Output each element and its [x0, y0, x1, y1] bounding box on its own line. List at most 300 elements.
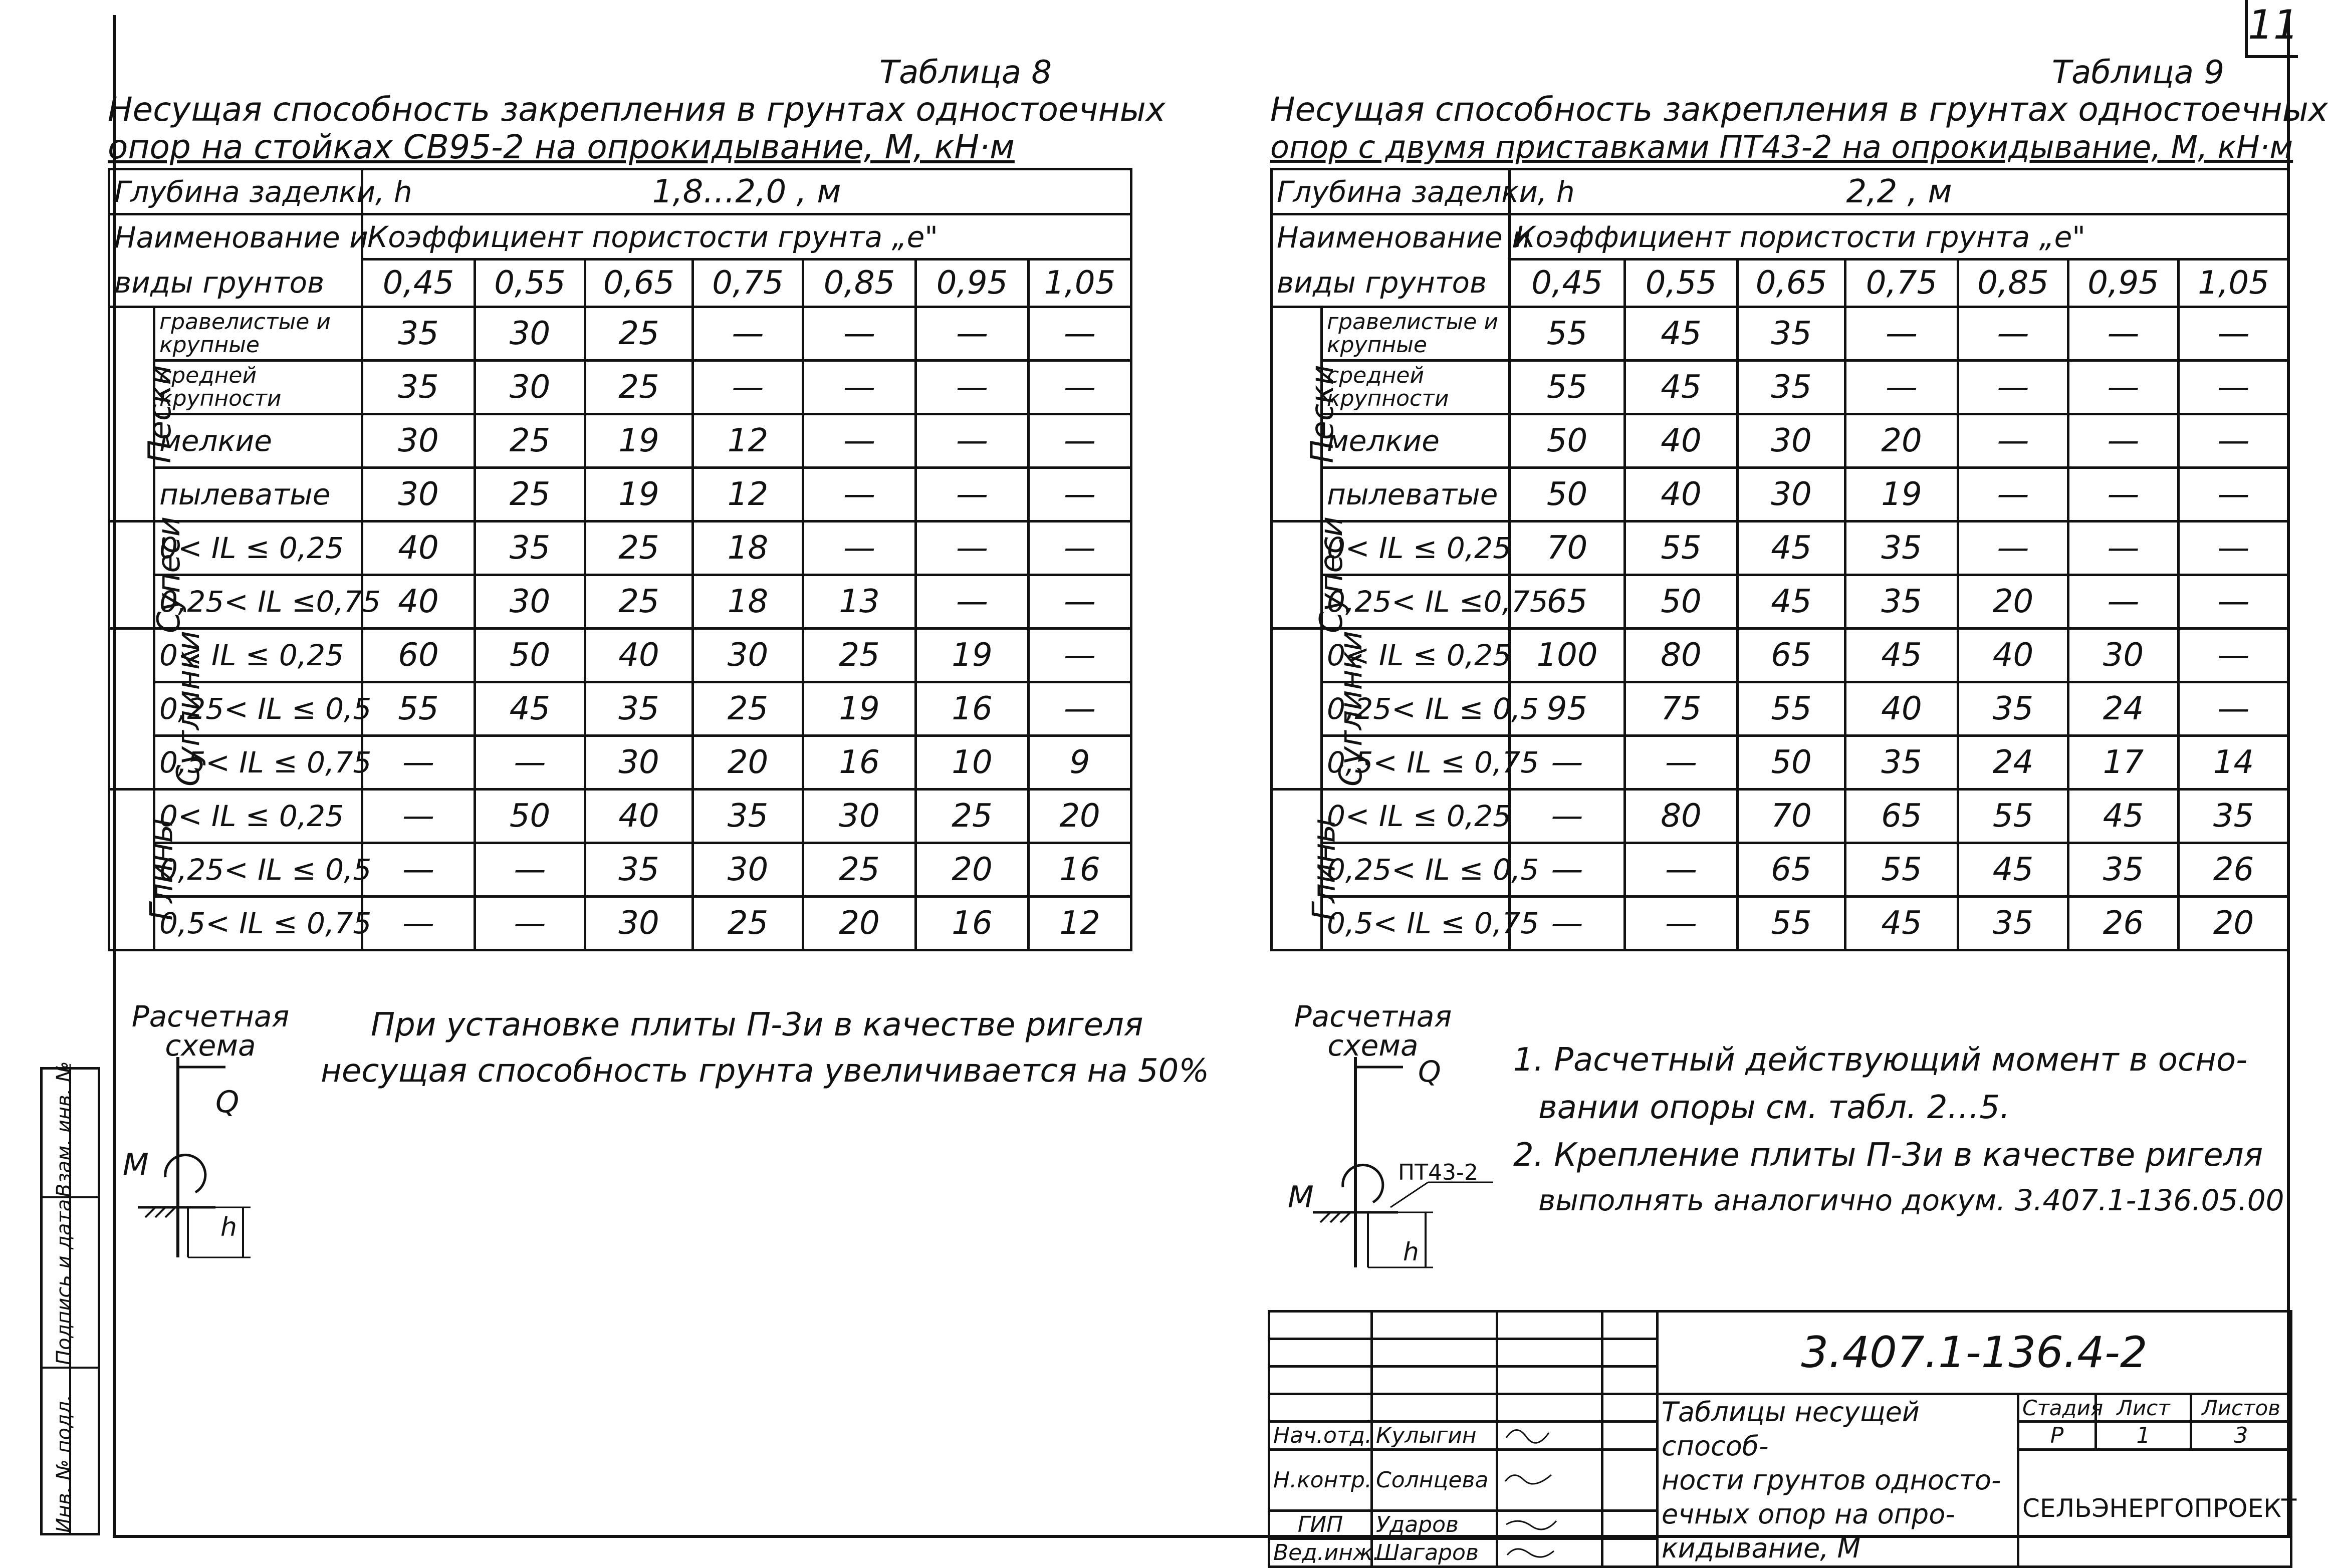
table8-value-cell: —: [803, 468, 916, 521]
table8-soil-label: гравелистые и крупные: [154, 307, 362, 361]
role-1: Нач.отд.: [1269, 1422, 1372, 1450]
table8-soil-label: 0,25< IL ≤ 0,5: [154, 843, 362, 897]
table9-soil-label: 0,25< IL ≤0,75: [1322, 575, 1510, 629]
signature-1-mark: [1501, 1423, 1561, 1443]
table8-value-cell: 25: [585, 575, 693, 629]
table8-value-cell: 30: [362, 414, 475, 468]
table9-value-cell: —: [1625, 843, 1738, 897]
table8-value-cell: —: [1029, 575, 1131, 629]
table8-group-name: Супеси: [150, 516, 187, 633]
table9-value-cell: 35: [2179, 790, 2289, 843]
table9-value-cell: —: [1625, 736, 1738, 790]
table9-value-cell: —: [2179, 575, 2289, 629]
desc-line3: ечных опор на опро-: [1662, 1498, 1955, 1530]
table8-value-cell: 35: [585, 843, 693, 897]
table9-value-cell: —: [2179, 307, 2289, 361]
table9-coef-header: 1,05: [2179, 259, 2289, 307]
table9-value-cell: 19: [1845, 468, 1958, 521]
table8-value-cell: 20: [1029, 790, 1131, 843]
table9-value-cell: 20: [2179, 897, 2289, 950]
table8-value-cell: 16: [916, 682, 1029, 736]
table8-value-cell: 12: [693, 414, 803, 468]
table9-value-cell: —: [2179, 521, 2289, 575]
table9-table-row: [1272, 307, 2289, 361]
table8-coef-header: 0,95: [916, 259, 1029, 307]
name-3: Ударов: [1372, 1511, 1497, 1539]
table9-value-cell: —: [2179, 629, 2289, 682]
table9-soil-label: гравелистые и крупные: [1322, 307, 1510, 361]
table8-table-row: [109, 307, 1131, 361]
table9-value-cell: —: [2179, 468, 2289, 521]
table8-value-cell: —: [803, 361, 916, 414]
sheets-label: Листов: [2191, 1394, 2291, 1422]
table9-soil-label: 0< IL ≤ 0,25: [1322, 790, 1510, 843]
table9-value-cell: 35: [1958, 682, 2068, 736]
table9-value-cell: 24: [2068, 682, 2179, 736]
table9-group-name: Супеси: [1313, 516, 1350, 633]
table9-table-row: [1272, 521, 2289, 575]
table9-value-cell: 65: [1845, 790, 1958, 843]
table9-table-row: [1272, 736, 2289, 790]
table9-value-cell: —: [1958, 521, 2068, 575]
table9-scheme-m: M: [1288, 1180, 1314, 1215]
table8-depth-value: 1,8…2,0 , м: [362, 169, 1131, 214]
document-code: 3.407.1-136.4-2: [1658, 1312, 2291, 1394]
table8-value-cell: 18: [693, 575, 803, 629]
table9-note1-line2: вании опоры см. табл. 2…5.: [1538, 1089, 2010, 1126]
side-vzam: Взам. инв. №: [53, 1061, 76, 1197]
table8-label: Таблица 8: [879, 54, 1052, 91]
table9-value-cell: 55: [1958, 790, 2068, 843]
table9-value-cell: —: [2179, 361, 2289, 414]
table9-value-cell: 45: [1958, 843, 2068, 897]
table8-group-cell: [109, 307, 178, 521]
table8-note-line2: несущая способность грунта увеличивается на 50%: [321, 1053, 1210, 1090]
table8-value-cell: 25: [803, 629, 916, 682]
table8-table-row: [109, 897, 1131, 950]
table9-soil-label: 0,25< IL ≤ 0,5: [1322, 682, 1510, 736]
table9-group-cell: [1272, 307, 1340, 521]
table8-value-cell: 30: [475, 361, 585, 414]
table9-value-cell: —: [2068, 361, 2179, 414]
table8-value-cell: 25: [475, 414, 585, 468]
table9-value-cell: 50: [1738, 736, 1845, 790]
table8: [108, 168, 1132, 951]
table8-soil-label: 0,5< IL ≤ 0,75: [154, 736, 362, 790]
signature-1: [1497, 1422, 1602, 1450]
table9-value-cell: 40: [1625, 468, 1738, 521]
table9-value-cell: 65: [1738, 843, 1845, 897]
table8-soil-label: средней крупности: [154, 361, 362, 414]
table9-soil-label: 0,5< IL ≤ 0,75: [1322, 897, 1510, 950]
table8-value-cell: 50: [475, 629, 585, 682]
table9-value-cell: 100: [1510, 629, 1625, 682]
desc-line4: кидывание, М: [1662, 1532, 1861, 1564]
table8-value-cell: 13: [803, 575, 916, 629]
table8-value-cell: —: [693, 361, 803, 414]
table8-value-cell: 30: [585, 897, 693, 950]
table9-value-cell: —: [1510, 843, 1625, 897]
table9-table-row: [1272, 361, 2289, 414]
table8-value-cell: —: [475, 843, 585, 897]
table9-value-cell: 26: [2179, 843, 2289, 897]
table9-coef-header: 0,45: [1510, 259, 1625, 307]
table8-table-row: [109, 521, 1131, 575]
table9-value-cell: 55: [1738, 897, 1845, 950]
table8-value-cell: —: [362, 897, 475, 950]
table8-coef-header: 0,85: [803, 259, 916, 307]
table8-value-cell: 25: [585, 307, 693, 361]
sheets-value: 3: [2191, 1422, 2291, 1450]
table9-value-cell: 40: [1845, 682, 1958, 736]
signature-3-mark: [1501, 1512, 1561, 1532]
table9-group-name: Глины: [1305, 818, 1342, 921]
table8-name-label: Наименование и: [109, 214, 362, 259]
table8-scheme-h: h: [220, 1212, 237, 1242]
table8-table-row: [109, 682, 1131, 736]
table9-title-line2: опор с двумя приставками ПТ43-2 на опрокидывание, М, кН·м: [1270, 129, 2293, 165]
table8-value-cell: 20: [916, 843, 1029, 897]
table9-value-cell: 35: [1845, 575, 1958, 629]
table9-value-cell: 55: [1738, 682, 1845, 736]
table8-value-cell: 35: [362, 307, 475, 361]
name-2: Солнцева: [1372, 1450, 1497, 1511]
table8-coef-header: 1,05: [1029, 259, 1131, 307]
table9-depth-value: 2,2 , м: [1510, 169, 2289, 214]
table9-value-cell: 30: [2068, 629, 2179, 682]
table9-coef-label: Коэффициент пористости грунта „e": [1510, 214, 2289, 259]
table9-coef-header: 0,55: [1625, 259, 1738, 307]
table9-table-row: [1272, 682, 2289, 736]
table9-value-cell: 65: [1510, 575, 1625, 629]
signature-3: [1497, 1511, 1602, 1539]
table8-value-cell: 25: [693, 682, 803, 736]
table9-value-cell: 35: [1845, 736, 1958, 790]
table9-value-cell: 30: [1738, 414, 1845, 468]
table9-value-cell: 45: [1625, 361, 1738, 414]
table8-table-row: [109, 790, 1131, 843]
table8-scheme-q: Q: [215, 1085, 240, 1120]
table8-scheme-label: Расчетная схема: [131, 999, 290, 1063]
table9-value-cell: —: [1958, 307, 2068, 361]
table8-value-cell: 50: [475, 790, 585, 843]
table8-value-cell: 45: [475, 682, 585, 736]
table9-value-cell: —: [2068, 521, 2179, 575]
table8-group-name: Пески: [141, 364, 178, 463]
table9-table-row: [1272, 790, 2289, 843]
table9-soil-label: 0,25< IL ≤ 0,5: [1322, 843, 1510, 897]
table8-value-cell: 55: [362, 682, 475, 736]
table8-soil-label: 0< IL ≤ 0,25: [154, 521, 362, 575]
table9-value-cell: 17: [2068, 736, 2179, 790]
table8-value-cell: —: [362, 843, 475, 897]
page-number: 11: [2245, 0, 2298, 58]
table8-value-cell: 19: [585, 468, 693, 521]
table8-value-cell: 40: [585, 629, 693, 682]
table8-value-cell: 25: [585, 521, 693, 575]
side-stamp-dividers: [40, 1061, 100, 1535]
role-4: Вед.инж.: [1269, 1539, 1372, 1567]
table9-value-cell: 20: [1958, 575, 2068, 629]
table9-value-cell: 35: [1958, 897, 2068, 950]
table9-soil-label: средней крупности: [1322, 361, 1510, 414]
table8-value-cell: 12: [693, 468, 803, 521]
table8-value-cell: 12: [1029, 897, 1131, 950]
table8-value-cell: 19: [585, 414, 693, 468]
table8-value-cell: —: [1029, 307, 1131, 361]
table9-value-cell: 24: [1958, 736, 2068, 790]
sheet-label: Лист: [2096, 1394, 2191, 1422]
table8-value-cell: 30: [693, 629, 803, 682]
side-podpis: Подпись и дата: [53, 1199, 76, 1365]
table8-value-cell: 30: [803, 790, 916, 843]
table9-scheme-part: ПТ43-2: [1398, 1160, 1478, 1185]
organization: СЕЛЬЭНЕРГОПРОЕКТ: [2018, 1450, 2291, 1567]
table9-group-cell: [1272, 516, 1350, 633]
table8-value-cell: 9: [1029, 736, 1131, 790]
table9-value-cell: 35: [1738, 361, 1845, 414]
table9-soil-label: 0< IL ≤ 0,25: [1322, 521, 1510, 575]
table9-value-cell: —: [1510, 897, 1625, 950]
table9-table-row: [1272, 843, 2289, 897]
table8-value-cell: —: [1029, 521, 1131, 575]
table9-value-cell: 40: [1625, 414, 1738, 468]
table8-types-label: виды грунтов: [109, 259, 362, 307]
table8-title-line1: Несущая способность закрепления в грунтах одностоечных: [108, 90, 1166, 129]
table9-value-cell: —: [2179, 414, 2289, 468]
table9-value-cell: 35: [2068, 843, 2179, 897]
table8-value-cell: 10: [916, 736, 1029, 790]
table9-note1-line1: 1. Расчетный действующий момент в осно-: [1513, 1041, 2248, 1079]
table8-value-cell: —: [475, 897, 585, 950]
table8-value-cell: —: [916, 575, 1029, 629]
table9-value-cell: 45: [1845, 897, 1958, 950]
table9-table-row: [1272, 629, 2289, 682]
table9-value-cell: 55: [1510, 307, 1625, 361]
table8-value-cell: 35: [693, 790, 803, 843]
table9-value-cell: 45: [1845, 629, 1958, 682]
table9-table-row: [1272, 575, 2289, 629]
table9-value-cell: 50: [1625, 575, 1738, 629]
table9-value-cell: —: [1958, 468, 2068, 521]
table8-value-cell: —: [803, 414, 916, 468]
table9-note2-line1: 2. Крепление плиты П-3и в качестве ригеля: [1513, 1137, 2263, 1174]
table8-coef-header: 0,45: [362, 259, 475, 307]
table8-value-cell: 30: [693, 843, 803, 897]
table9-scheme-q: Q: [1418, 1055, 1441, 1089]
table8-value-cell: 30: [475, 575, 585, 629]
table9-value-cell: —: [2068, 414, 2179, 468]
table8-value-cell: 25: [916, 790, 1029, 843]
table8-group-name: Глины: [143, 818, 180, 921]
table9-value-cell: 45: [1625, 307, 1738, 361]
table8-table-row: [109, 629, 1131, 682]
name-4: Шагаров: [1372, 1539, 1497, 1567]
table8-table-row: [109, 414, 1131, 468]
table8-value-cell: 18: [693, 521, 803, 575]
role-3: ГИП: [1269, 1511, 1372, 1539]
table8-value-cell: 35: [475, 521, 585, 575]
table9-scheme-label: Расчетная схема: [1294, 999, 1452, 1063]
table9-value-cell: 20: [1845, 414, 1958, 468]
table9-group-cell: [1272, 790, 1342, 950]
table9-value-cell: 45: [2068, 790, 2179, 843]
table9-scheme-h: h: [1403, 1237, 1419, 1266]
table9-value-cell: —: [1510, 736, 1625, 790]
name-1: Кулыгин: [1372, 1422, 1497, 1450]
table8-value-cell: —: [916, 307, 1029, 361]
table9-soil-label: 0< IL ≤ 0,25: [1322, 629, 1510, 682]
title-block: [1268, 1310, 2297, 1568]
table9-value-cell: 45: [1738, 521, 1845, 575]
table8-group-cell: [109, 516, 187, 633]
table8-coef-header: 0,55: [475, 259, 585, 307]
table8-scheme-m: M: [123, 1147, 149, 1182]
table9-soil-label: мелкие: [1322, 414, 1510, 468]
table9-value-cell: —: [1958, 414, 2068, 468]
table9-depth-label: Глубина заделки, h: [1272, 169, 1510, 214]
table8-value-cell: 16: [803, 736, 916, 790]
table9-value-cell: 80: [1625, 790, 1738, 843]
table9-group-name: Пески: [1303, 364, 1340, 463]
table8-soil-label: 0,5< IL ≤ 0,75: [154, 897, 362, 950]
table9-note2-line2: выполнять аналогично докум. 3.407.1-136.05.00: [1538, 1183, 2284, 1217]
table8-table-row: [109, 843, 1131, 897]
table9-table-row: [1272, 897, 2289, 950]
table8-value-cell: —: [1029, 629, 1131, 682]
table8-value-cell: —: [362, 790, 475, 843]
table8-soil-label: мелкие: [154, 414, 362, 468]
table8-note-line1: При установке плиты П-3и в качестве ригеля: [371, 1006, 1143, 1043]
table8-soil-label: 0,25< IL ≤0,75: [154, 575, 362, 629]
table9-value-cell: 65: [1738, 629, 1845, 682]
table8-soil-label: 0< IL ≤ 0,25: [154, 790, 362, 843]
table9-value-cell: 26: [2068, 897, 2179, 950]
table8-table-row: [109, 468, 1131, 521]
table8-value-cell: 40: [362, 575, 475, 629]
table8-value-cell: 35: [585, 682, 693, 736]
table9-coef-header: 0,85: [1958, 259, 2068, 307]
table8-value-cell: —: [1029, 682, 1131, 736]
table9-value-cell: —: [1510, 790, 1625, 843]
table8-value-cell: —: [1029, 414, 1131, 468]
table9-value-cell: 35: [1845, 521, 1958, 575]
table8-value-cell: —: [916, 361, 1029, 414]
table9-value-cell: —: [1845, 361, 1958, 414]
table8-value-cell: 40: [362, 521, 475, 575]
table8-value-cell: —: [362, 736, 475, 790]
table8-table-row: [109, 361, 1131, 414]
signature-2-mark: [1501, 1467, 1561, 1487]
table8-value-cell: 20: [803, 897, 916, 950]
table9-value-cell: —: [2068, 575, 2179, 629]
table9-value-cell: —: [1845, 307, 1958, 361]
table9-value-cell: —: [2179, 682, 2289, 736]
table8-value-cell: 19: [916, 629, 1029, 682]
table9-group-cell: [1272, 629, 1369, 790]
table8-value-cell: 30: [475, 307, 585, 361]
table8-value-cell: —: [916, 468, 1029, 521]
table9-value-cell: 35: [1738, 307, 1845, 361]
table8-group-cell: [109, 629, 206, 790]
side-inv-podl: Инв. № подл.: [53, 1395, 76, 1533]
signature-2: [1497, 1450, 1602, 1511]
table8-soil-label: 0,25< IL ≤ 0,5: [154, 682, 362, 736]
table8-soil-label: 0< IL ≤ 0,25: [154, 629, 362, 682]
table8-value-cell: 30: [362, 468, 475, 521]
table9-value-cell: 70: [1738, 790, 1845, 843]
table8-value-cell: 16: [916, 897, 1029, 950]
table9-coef-header: 0,65: [1738, 259, 1845, 307]
table8-depth-label: Глубина заделки, h: [109, 169, 362, 214]
table8-value-cell: —: [916, 414, 1029, 468]
table8-value-cell: —: [693, 307, 803, 361]
table9-value-cell: —: [2068, 307, 2179, 361]
table9-value-cell: 80: [1625, 629, 1738, 682]
table8-title-line2: опор на стойках СВ95-2 на опрокидывание, М, кН·м: [108, 128, 1015, 166]
table9-value-cell: 95: [1510, 682, 1625, 736]
table8-group-name: Суглинки: [169, 631, 206, 787]
table9-table-row: [1272, 468, 2289, 521]
table8-value-cell: —: [1029, 468, 1131, 521]
stage-label: Стадия: [2018, 1394, 2096, 1422]
table9-table-row: [1272, 414, 2289, 468]
table9-value-cell: —: [1958, 361, 2068, 414]
table8-coef-header: 0,65: [585, 259, 693, 307]
table9-value-cell: 14: [2179, 736, 2289, 790]
role-2: Н.контр.: [1269, 1450, 1372, 1511]
table9-value-cell: 30: [1738, 468, 1845, 521]
table9-group-name: Суглинки: [1332, 631, 1369, 787]
table8-value-cell: 16: [1029, 843, 1131, 897]
table9-value-cell: 40: [1958, 629, 2068, 682]
table8-value-cell: 25: [693, 897, 803, 950]
table9-value-cell: 70: [1510, 521, 1625, 575]
table8-group-cell: [109, 790, 180, 950]
table8-value-cell: —: [475, 736, 585, 790]
table9-label: Таблица 9: [2052, 54, 2225, 91]
table9-value-cell: 45: [1738, 575, 1845, 629]
table8-coef-label: Коэффициент пористости грунта „e": [362, 214, 1131, 259]
table9-value-cell: 50: [1510, 414, 1625, 468]
table9: [1270, 168, 2290, 951]
table9-value-cell: 55: [1845, 843, 1958, 897]
table8-value-cell: 30: [585, 736, 693, 790]
table8-table-row: [109, 736, 1131, 790]
table9-value-cell: 75: [1625, 682, 1738, 736]
desc-line1: Таблицы несущей способ-: [1662, 1396, 1920, 1462]
table9-coef-header: 0,75: [1845, 259, 1958, 307]
table8-value-cell: 19: [803, 682, 916, 736]
table9-soil-label: пылеватые: [1322, 468, 1510, 521]
signature-4: [1497, 1539, 1602, 1567]
table9-value-cell: —: [1625, 897, 1738, 950]
table8-value-cell: —: [1029, 361, 1131, 414]
table9-soil-label: 0,5< IL ≤ 0,75: [1322, 736, 1510, 790]
table8-soil-label: пылеватые: [154, 468, 362, 521]
table9-title-line1: Несущая способность закрепления в грунтах одностоечных: [1270, 90, 2328, 129]
table9-value-cell: 55: [1625, 521, 1738, 575]
table9-types-label: виды грунтов: [1272, 259, 1510, 307]
table8-value-cell: 60: [362, 629, 475, 682]
table9-name-label: Наименование и: [1272, 214, 1510, 259]
table8-value-cell: 35: [362, 361, 475, 414]
table9-value-cell: 50: [1510, 468, 1625, 521]
table8-value-cell: 20: [693, 736, 803, 790]
table8-value-cell: —: [803, 307, 916, 361]
desc-line2: ности грунтов односто-: [1662, 1464, 2001, 1496]
sheet-value: 1: [2096, 1422, 2191, 1450]
